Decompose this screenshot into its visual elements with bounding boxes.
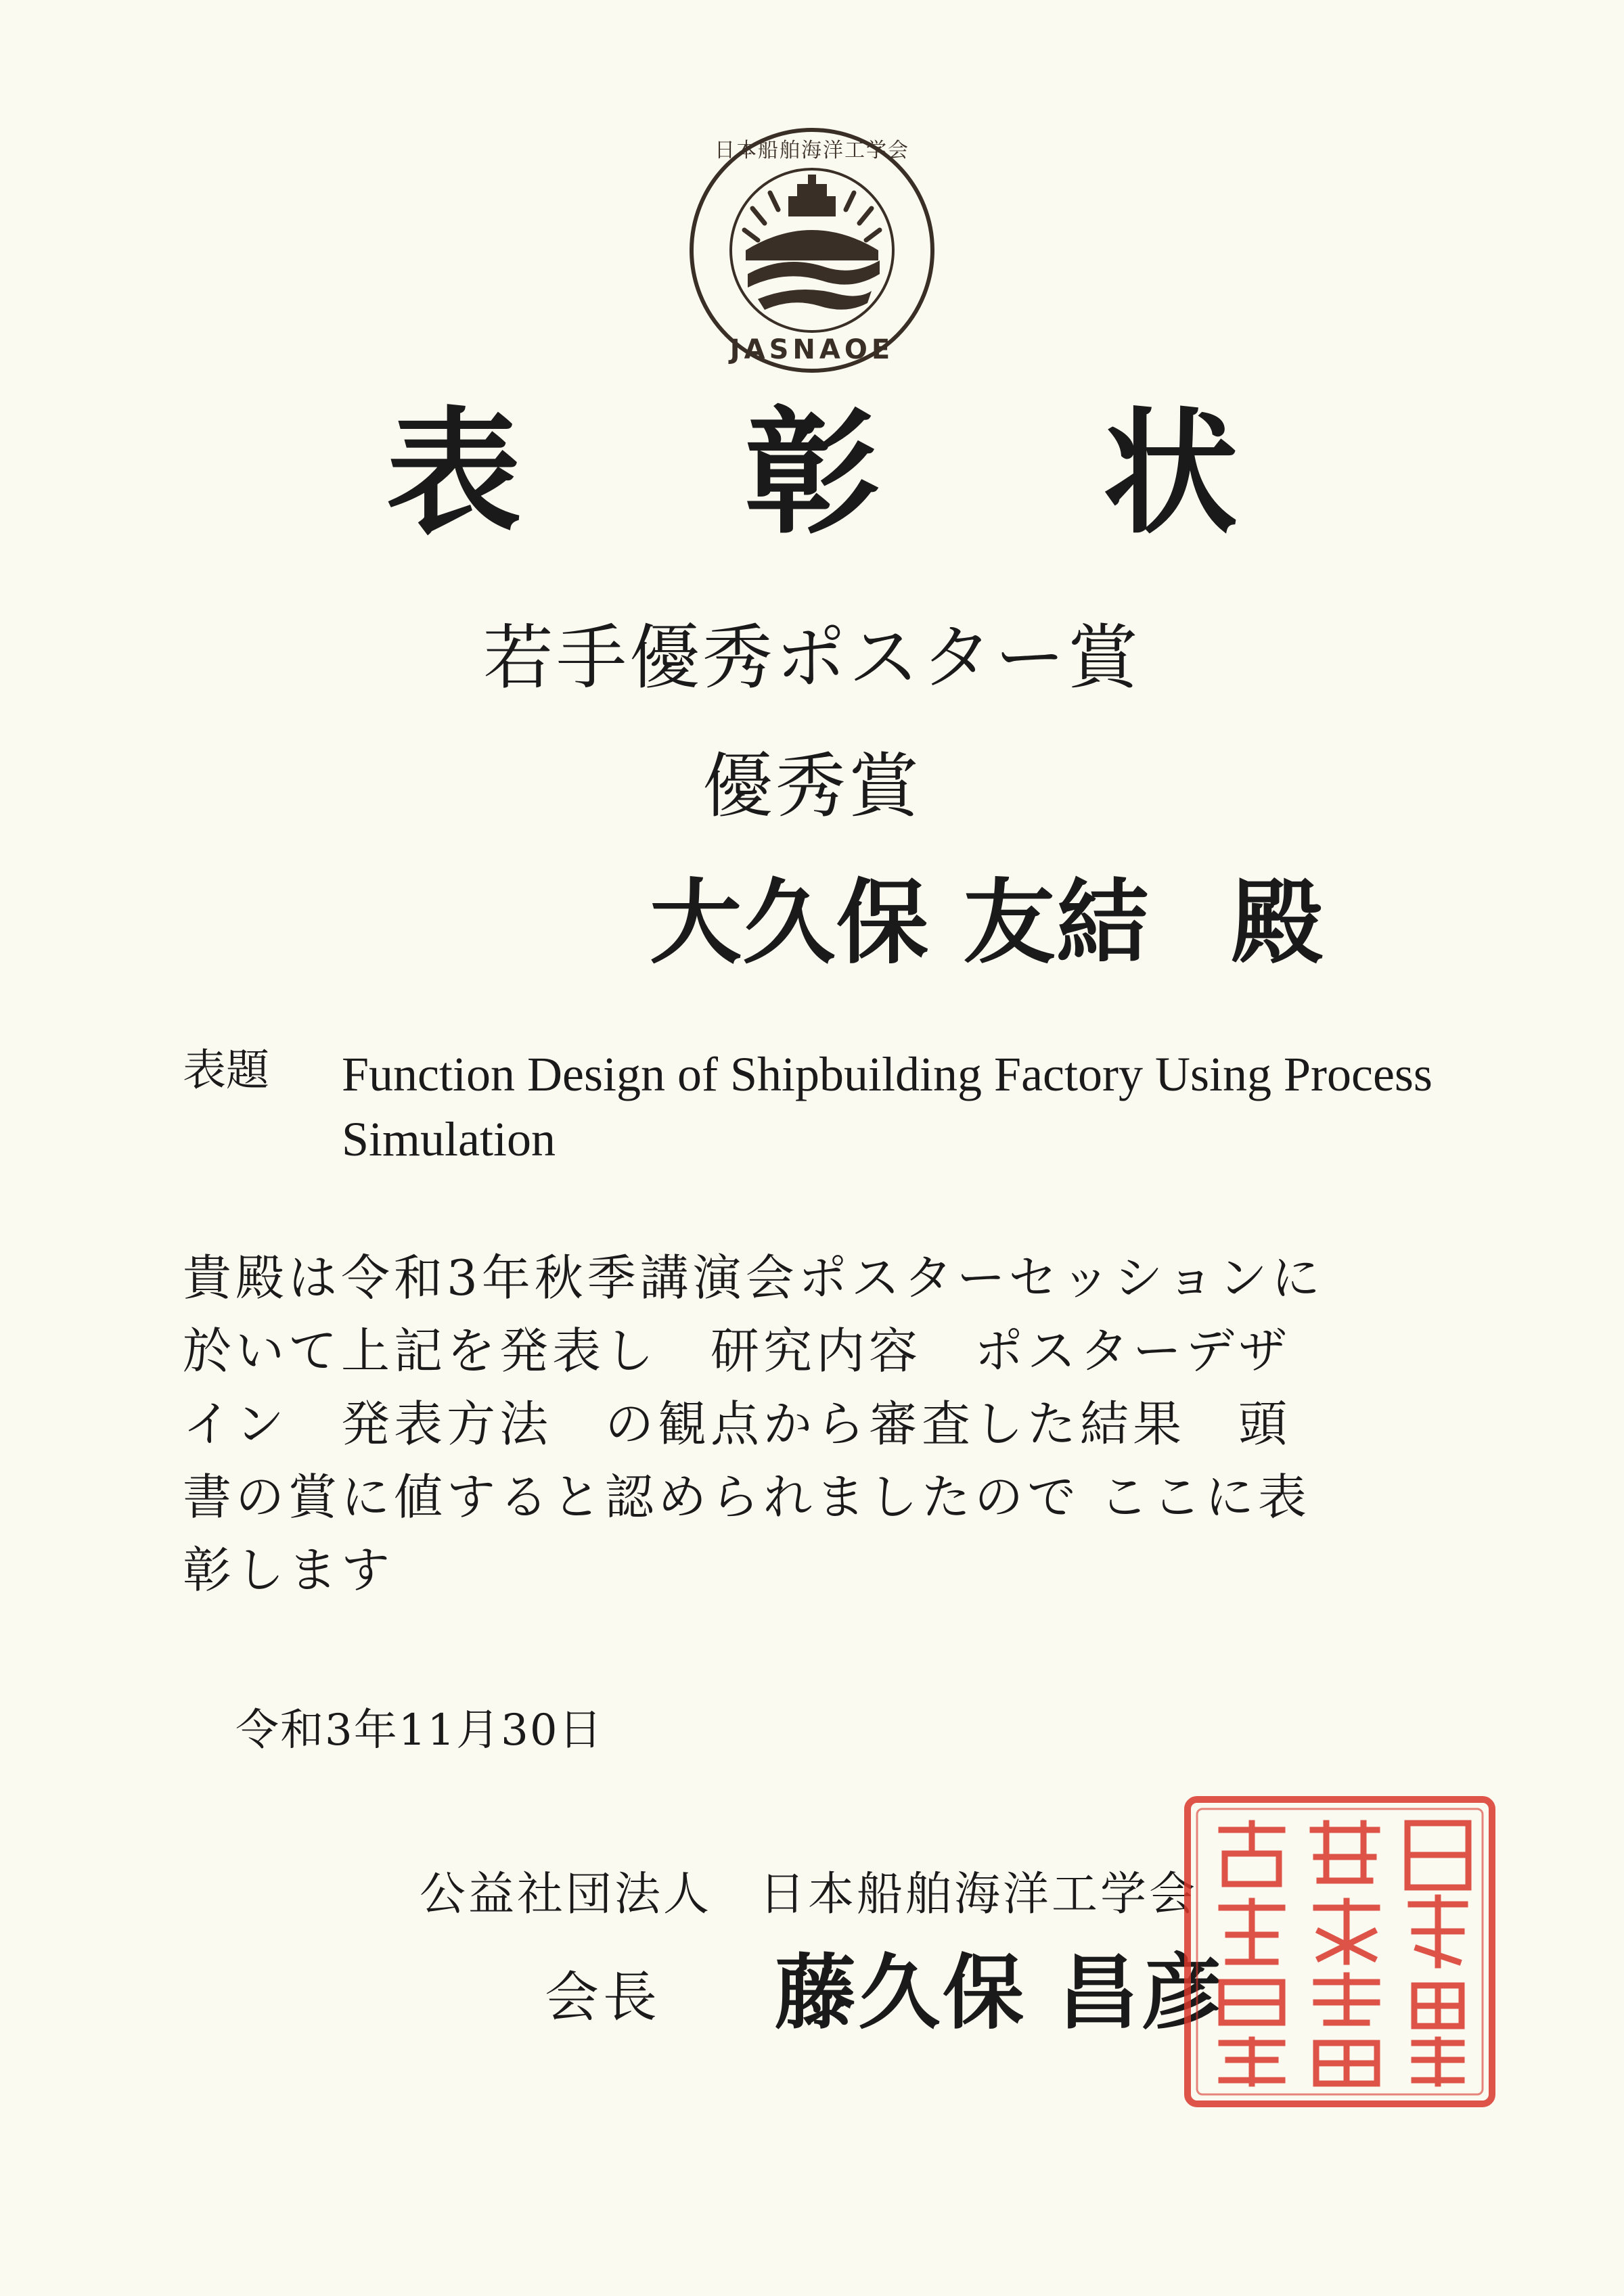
award-name: 若手優秀ポスター賞 (482, 616, 1141, 699)
recipient-name: 大久保 友結 (650, 869, 1150, 977)
president-role: 会長 (545, 1966, 661, 2029)
subject-title: Function Design of Shipbuilding Factory Using Process Simulation (342, 1047, 1433, 1166)
president-name: 藤久保 昌彦 (775, 1945, 1225, 2040)
issue-date: 令和3年11月30日 (235, 1705, 604, 1755)
emblem-graphic (683, 122, 941, 379)
emblem-acronym: JASNAOE (729, 334, 895, 365)
subject-label: 表題 (183, 1046, 269, 1096)
organization-type: 公益社団法人 (420, 1868, 713, 1921)
citation-line: 貴殿は令和3年秋季講演会ポスターセッションに (183, 1249, 1324, 1306)
citation-line: 彰します (183, 1542, 394, 1599)
certificate-title: 表 彰 状 (386, 394, 1326, 553)
recipient-honorific: 殿 (1231, 869, 1325, 977)
emblem-ring-text: 日本船舶海洋工学会 (715, 139, 909, 162)
citation-body (183, 1241, 1455, 1607)
organization-name: 日本船舶海洋工学会 (759, 1868, 1198, 1921)
seal-text: 日本船舶海洋工学会長之印 (1331, 2107, 1349, 2109)
recipient (650, 869, 1325, 977)
seal-graphic (1181, 1793, 1499, 2111)
citation-line: 於いて上記を発表し 研究内容 ポスターデザ (183, 1323, 1292, 1379)
citation-line: イン 発表方法 の観点から審査した結果 頭 (183, 1396, 1292, 1452)
society-emblem-logo (683, 122, 941, 379)
organization (420, 1867, 1198, 1923)
citation-line: 書の賞に値すると認められましたので ここに表 (183, 1469, 1311, 1525)
official-seal-stamp (1181, 1793, 1499, 2111)
award-rank: 優秀賞 (702, 745, 922, 827)
